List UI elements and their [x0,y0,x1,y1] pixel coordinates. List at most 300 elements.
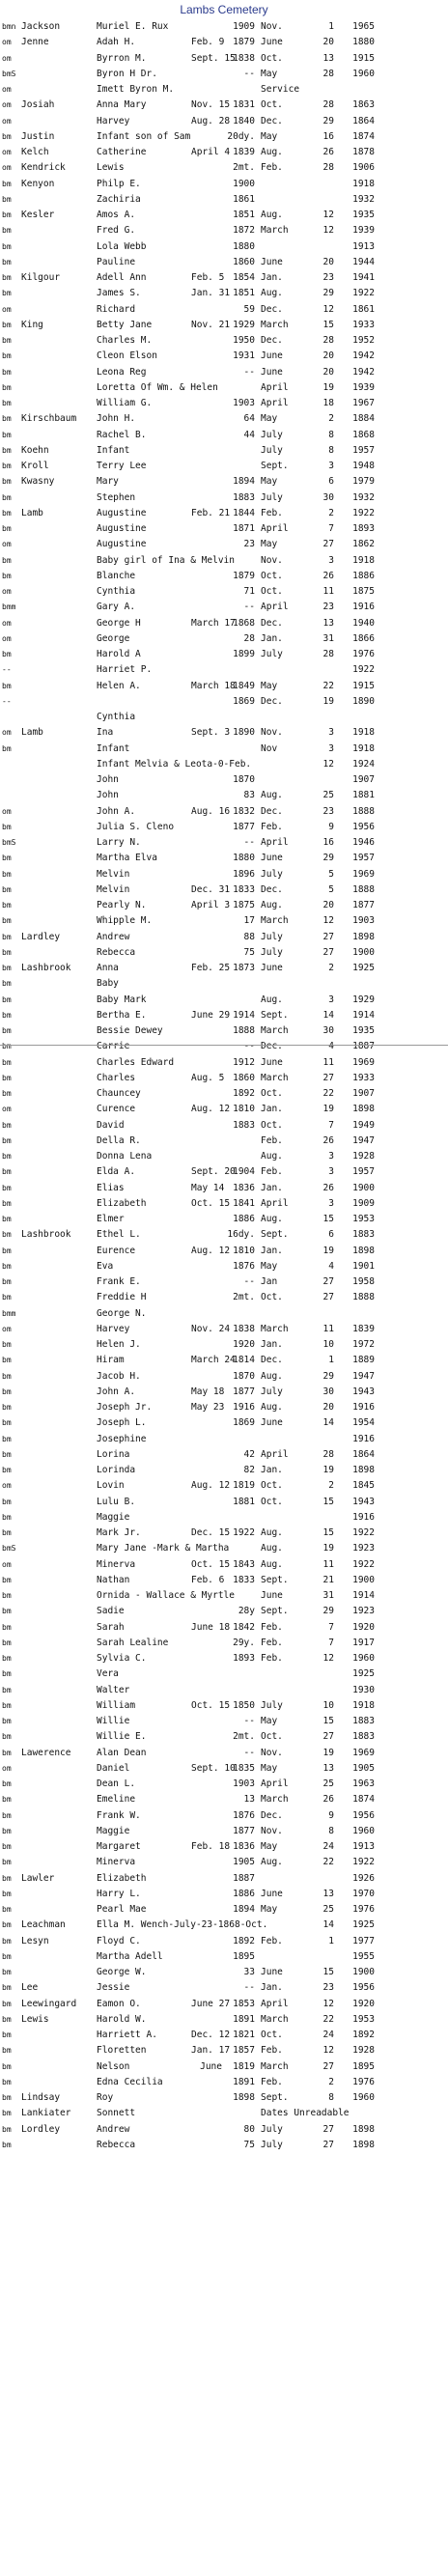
birth-date: Dec. 12 [191,2030,231,2040]
record-code: bm [2,399,12,407]
death-month: July [261,491,283,503]
birth-date: April 4 [191,147,231,157]
death-month: Aug. [261,1370,283,1382]
birth-year: 1819 [233,2060,255,2072]
record-row [0,1997,448,2012]
birth-year: 1841 [233,1197,255,1209]
record-row [0,898,448,913]
death-month: Sept. [261,1229,289,1241]
death-day: 15 [322,1214,334,1224]
death-day: 13 [322,1762,334,1774]
death-day: 27 [322,1072,334,1083]
death-day: 28 [322,335,334,346]
record-code: bm [2,1842,12,1851]
death-year: 1935 [352,210,375,220]
given-name: Helen J. [97,1339,141,1350]
death-day: 2 [328,963,334,973]
family-name: Jackson [21,21,61,32]
record-code: bm [2,1246,12,1255]
record-code: bm [2,2077,12,2086]
record-row [0,349,448,364]
birth-year: 1877 [233,821,255,832]
given-name: Melvin [97,883,130,895]
record-code: bm [2,1026,12,1035]
given-name: Bertha E. [97,1009,147,1021]
record-row [0,1274,448,1290]
death-month: Nov. [261,554,283,566]
birth-year: -- [243,68,255,79]
death-year: 1839 [352,1323,375,1334]
death-month: Dec. [261,883,283,895]
record-code: bm [2,1183,12,1192]
death-year: 1963 [352,1778,375,1789]
death-day: 15 [322,1967,334,1977]
record-row [0,474,448,490]
record-code: bm [2,1717,12,1725]
record-row [0,2075,448,2090]
death-month: Dec. [261,1355,283,1366]
death-day: 12 [322,2045,334,2057]
death-day: 12 [322,210,334,220]
death-month: July [261,868,283,880]
record-code: om [2,633,12,643]
death-month: Feb. [261,1134,283,1146]
death-year: 1957 [352,1166,375,1178]
birth-year: 1853 [233,1998,255,2009]
death-month: May [261,680,278,691]
death-day: 22 [322,1088,334,1099]
record-code: bm [2,916,12,926]
birth-year: 1895 [233,1950,255,1962]
record-row [0,1495,448,1510]
given-name: Chauncey [97,1088,141,1099]
death-year: 1957 [352,444,375,456]
given-name: William G. [97,398,153,408]
given-name: Terry Lee [97,461,147,471]
record-code: bm [2,1089,12,1098]
death-year: 1956 [352,1809,375,1821]
birth-date: Sept. 20 [191,1166,236,1178]
birth-year: 1876 [233,1260,255,1272]
record-row [0,1887,448,1902]
death-year: 1969 [352,868,375,880]
death-month: Sept. [261,2092,289,2103]
death-day: 15 [322,1716,334,1726]
death-month: May [261,413,278,425]
death-month: Sept. [261,461,289,471]
given-name: Sarah Lealine [97,1637,169,1648]
record-row [0,1259,448,1274]
record-row [0,286,448,301]
record-row [0,365,448,380]
record-code: bm [2,822,12,831]
record-row [0,1666,448,1682]
death-day: 25 [322,1904,334,1915]
birth-year: -- [243,602,255,613]
record-row [0,976,448,992]
record-code: bm [2,1152,12,1161]
record-code: bm [2,524,12,533]
death-month: Nov. [261,1825,283,1836]
record-row [0,490,448,506]
record-code: bm [2,1873,12,1883]
death-day: 3 [328,742,334,754]
record-row [0,1683,448,1698]
death-month: Feb. [261,162,283,174]
given-name: Infant [97,742,130,754]
given-name: Elizabeth [97,1197,147,1209]
death-month: March [261,2060,289,2072]
record-row [0,679,448,694]
death-year: 1960 [352,1825,375,1836]
birth-date: May 23 [191,1402,225,1413]
birth-year: 1838 [233,52,255,64]
death-day: 11 [322,1323,334,1334]
family-name: Lewis [21,2013,49,2025]
death-year: 1922 [352,1558,375,1570]
death-day: 7 [328,1119,334,1131]
birth-year: 1886 [233,1214,255,1224]
record-row [0,1714,448,1729]
death-day: 4 [328,1041,334,1052]
given-name: Sadie [97,1606,125,1617]
record-row [0,1729,448,1745]
birth-year: 1888 [233,1025,255,1036]
record-row [0,302,448,318]
death-month: Oct. [261,1088,283,1099]
given-name: Baby Mark [97,994,147,1005]
given-name: Donna Lena [97,1151,153,1162]
record-code: bm [2,336,12,345]
given-name: Eamon O. [97,1998,141,2009]
death-day: 27 [322,946,334,958]
family-name: King [21,319,43,330]
birth-year: 1892 [233,1088,255,1099]
record-code: bm [2,1858,12,1867]
death-month: March [261,1794,289,1806]
record-code: bm [2,194,12,204]
death-day: 14 [322,1009,334,1021]
birth-year: 1840 [233,115,255,126]
birth-year: 1894 [233,476,255,488]
death-year: 1900 [352,1574,375,1585]
death-day: 13 [322,52,334,64]
death-year: 1914 [352,1009,375,1021]
death-month: June [261,1056,283,1068]
record-row [0,1573,448,1588]
record-row [0,1039,448,1054]
death-year: 1898 [352,931,375,942]
birth-year: 1877 [233,1825,255,1836]
family-name: Lesyn [21,1935,49,1946]
birth-year: 23 [243,539,255,550]
death-month: June [261,853,283,864]
death-year: 1892 [352,2030,375,2040]
given-name: Lola Webb [97,240,147,252]
birth-year: 1821 [233,2030,255,2040]
record-row [0,1557,448,1573]
death-year: 1900 [352,1967,375,1977]
death-day: 9 [328,1809,334,1821]
given-name: Nelson [97,2060,130,2072]
death-month: Dec. [261,1041,283,1052]
birth-year: -- [243,1041,255,1052]
record-code: bm [2,430,12,439]
record-row [0,521,448,537]
record-row [0,1541,448,1556]
record-row [0,1824,448,1839]
record-code: bm [2,382,12,392]
record-code: bm [2,1638,12,1647]
death-month: Feb. [261,2076,283,2087]
family-name: Kelch [21,147,49,157]
birth-year: -- [243,837,255,848]
birth-year: 1881 [233,1496,255,1507]
birth-date: Aug. 12 [191,1104,231,1115]
birth-year: 2mt. [233,162,255,174]
death-month: July [261,946,283,958]
family-name: Lashbrook [21,1229,71,1241]
death-day: 12 [322,1653,334,1664]
given-name: Infant Melvia & Leota-0-Feb. [97,758,252,770]
given-name: Larry N. [97,837,141,848]
record-code: bm [2,131,12,141]
given-name: Hiram [97,1355,125,1366]
death-month: June [261,366,283,378]
record-code: bm [2,1654,12,1663]
record-row [0,1086,448,1102]
death-year: 1926 [352,1872,375,1884]
birth-year: 1922 [233,1527,255,1538]
given-name: Lovin [97,1480,125,1492]
record-row [0,114,448,129]
death-day: 1 [328,21,334,32]
given-name: Stephen [97,491,136,503]
birth-year: 1843 [233,1558,255,1570]
birth-year: 1898 [233,2092,255,2103]
birth-year: 1883 [233,491,255,503]
given-name: Harriett A. [97,2030,157,2040]
death-day: 28 [322,68,334,79]
record-row [0,1134,448,1149]
given-name: Bessie Dewey [97,1025,163,1036]
record-row [0,2059,448,2075]
birth-date: June 27 [191,1998,231,2009]
death-year: 1922 [352,1857,375,1868]
death-month: March [261,1025,289,1036]
record-code: bm [2,1795,12,1805]
record-row [0,867,448,882]
death-day: 26 [322,1182,334,1193]
record-row [0,2106,448,2121]
given-name: Elias [97,1182,125,1193]
record-row [0,851,448,866]
birth-date: Oct. 15 [191,1699,231,1711]
birth-year: 1909 [233,21,255,32]
death-day: 12 [322,915,334,927]
death-day: 20 [322,37,334,48]
given-name: Harold W. [97,2013,147,2025]
record-code: bmS [2,838,16,847]
death-day: 31 [322,1590,334,1601]
record-code: bm [2,932,12,941]
birth-year: 1887 [233,1872,255,1884]
record-row [0,333,448,349]
death-day: 8 [328,429,334,440]
death-month: Aug. [261,1151,283,1162]
record-code: bm [2,492,12,502]
record-row [0,1965,448,1980]
record-row [0,1980,448,1996]
family-name: Kilgour [21,272,61,283]
birth-year: 13 [243,1794,255,1806]
record-row [0,160,448,176]
record-code: bm [2,1277,12,1286]
death-year: 1895 [352,2060,375,2072]
record-row [0,1526,448,1541]
death-year: 1907 [352,1088,375,1099]
birth-year: 75 [243,946,255,958]
record-code: bm [2,1340,12,1349]
given-name: Anna Mary [97,99,147,111]
birth-date: June [200,2060,222,2072]
birth-date: Nov. 24 [191,1323,231,1334]
death-day: 20 [322,350,334,362]
record-row [0,616,448,631]
family-name: Lardley [21,931,61,942]
section-divider [0,1045,448,1046]
death-year: 1890 [352,695,375,707]
family-name: Kenyon [21,178,55,189]
record-code: bm [2,1466,12,1474]
death-day: 30 [322,1386,334,1397]
death-month: Oct. [261,2030,283,2040]
given-name: Harriet P. [97,664,153,676]
birth-year: 1851 [233,288,255,299]
death-month: June [261,963,283,973]
death-month: Dec. [261,335,283,346]
death-year: 1925 [352,963,375,973]
birth-year: 1905 [233,1857,255,1868]
record-code: bm [2,555,12,565]
death-day: 1 [328,1355,334,1366]
death-year: 1900 [352,1182,375,1193]
given-name: Amos A. [97,210,136,220]
death-year: 1913 [352,240,375,252]
record-row [0,177,448,192]
record-code: bm [2,1622,12,1632]
given-name: Anna [97,963,119,973]
death-day: 22 [322,680,334,691]
given-name: John A. [97,1386,136,1397]
death-year: 1922 [352,507,375,518]
record-row [0,2012,448,2028]
death-day: 2 [328,2076,334,2087]
death-day: 8 [328,1825,334,1836]
death-month: Oct. [261,52,283,64]
record-code: bm [2,571,12,580]
given-name: Walter [97,1684,130,1695]
death-month: Feb. [261,1637,283,1648]
death-month: Aug. [261,1402,283,1413]
death-year: 1960 [352,1653,375,1664]
record-row [0,694,448,710]
death-day: 12 [322,758,334,770]
record-row [0,208,448,223]
birth-year: 1854 [233,272,255,283]
death-month: Dec. [261,1809,283,1821]
record-code: om [2,53,12,63]
given-name: James S. [97,288,141,299]
death-month: April [261,398,289,408]
death-year: 1940 [352,617,375,629]
death-day: 7 [328,1637,334,1648]
death-year: 1944 [352,256,375,267]
death-day: 24 [322,2030,334,2040]
given-name: Curence [97,1104,136,1115]
death-year: 1960 [352,68,375,79]
death-year: 1923 [352,1606,375,1617]
record-code: bm [2,2140,12,2149]
death-year: 1956 [352,821,375,832]
death-day: 27 [322,2139,334,2150]
death-year: 1883 [352,1716,375,1726]
death-day: 26 [322,570,334,581]
death-year: 1965 [352,21,375,32]
record-code: bm [2,477,12,487]
given-name: Leona Reg [97,366,147,378]
record-row [0,993,448,1008]
birth-year: 64 [243,413,255,425]
death-year: 1916 [352,1433,375,1444]
death-day: 29 [322,115,334,126]
record-row [0,1196,448,1212]
birth-date: Feb. 25 [191,963,231,973]
death-year: 1939 [352,225,375,237]
death-day: 23 [322,272,334,283]
death-year: 1954 [352,1417,375,1429]
family-name: Lordley [21,2123,61,2135]
given-name: John [97,774,119,785]
record-row [0,506,448,521]
death-day: 27 [322,2060,334,2072]
death-year: 1960 [352,2092,375,2103]
record-row [0,1478,448,1494]
birth-year: 1860 [233,256,255,267]
given-name: Baby [97,978,119,990]
death-month: April [261,1448,289,1460]
death-month: Jan. [261,1339,283,1350]
given-name: Augustine [97,523,147,534]
birth-date: May 18 [191,1386,225,1397]
death-day: 19 [322,381,334,393]
death-year: 1943 [352,1496,375,1507]
death-year: 1878 [352,147,375,157]
record-code: om [2,163,12,173]
death-day: 26 [322,1134,334,1146]
death-year: 1953 [352,1214,375,1224]
record-code: bmS [2,69,16,78]
record-row [0,2028,448,2043]
death-year: 1913 [352,1841,375,1852]
birth-year: 1903 [233,1778,255,1789]
birth-year: 1810 [233,1245,255,1256]
death-year: 1949 [352,1119,375,1131]
record-row [0,1510,448,1526]
death-year: 1942 [352,366,375,378]
death-day: 27 [322,539,334,550]
given-name: Cynthia [97,586,136,597]
